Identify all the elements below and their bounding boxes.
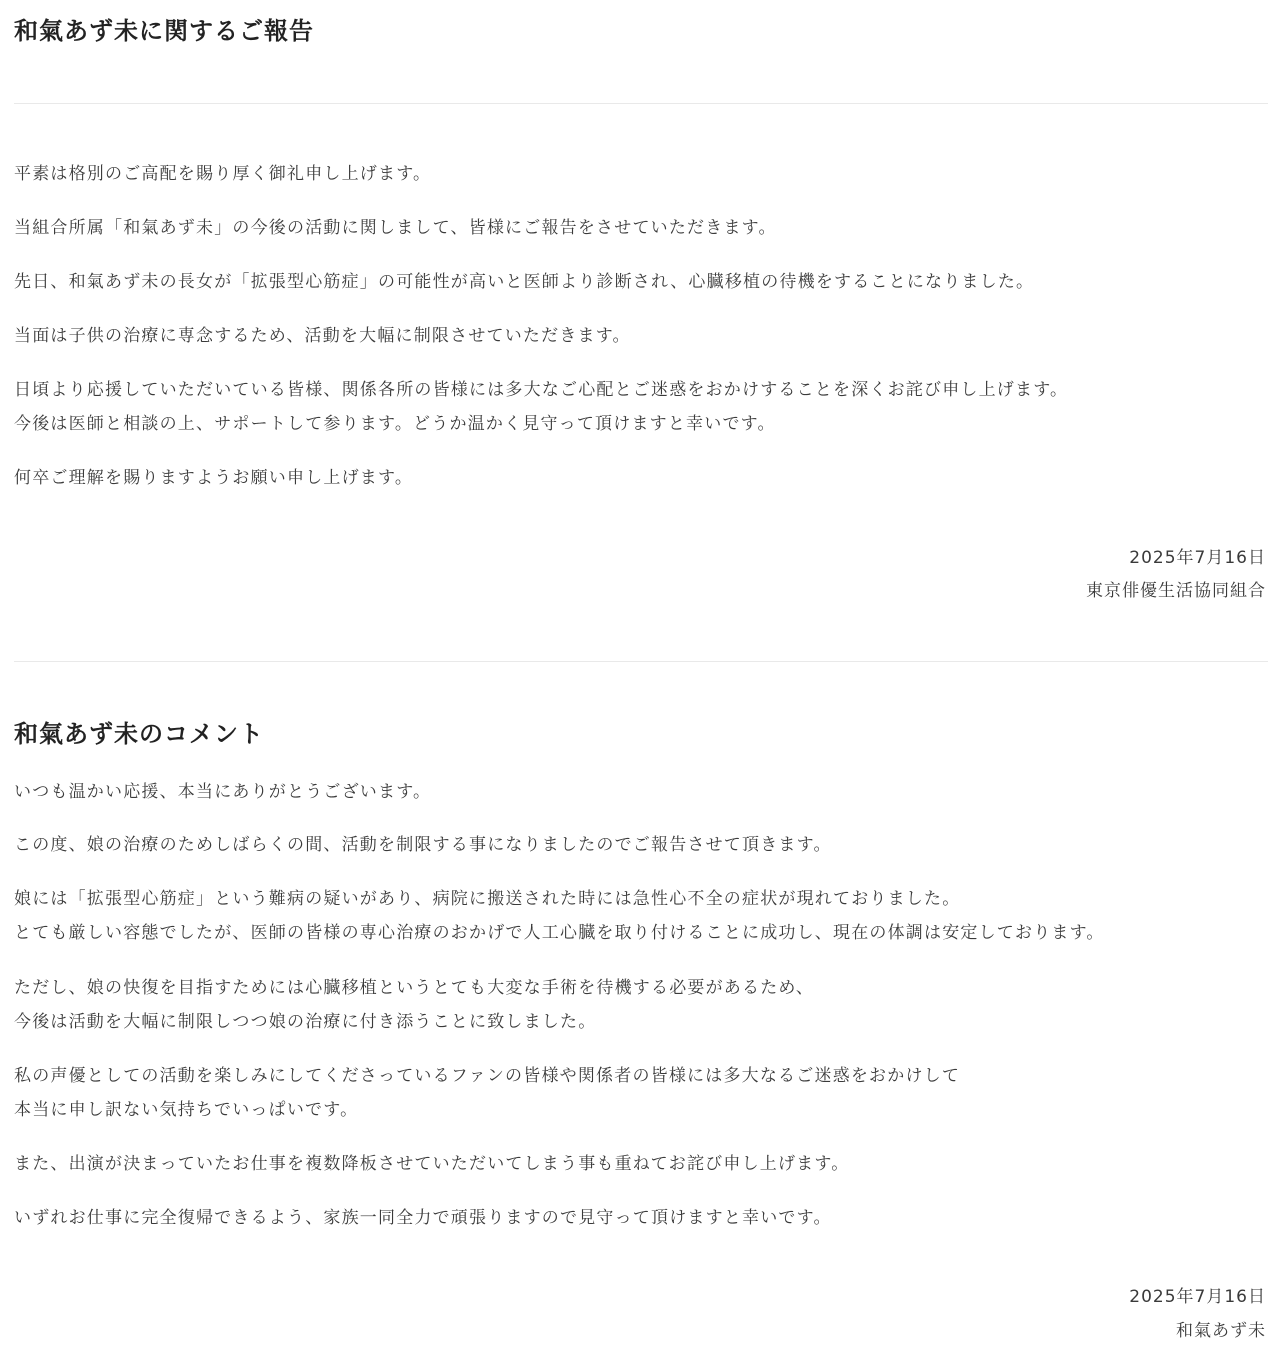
- report-signature: 東京俳優生活協同組合: [1086, 581, 1266, 601]
- report-paragraph-2: 当組合所属「和氣あず未」の今後の活動に関しまして、皆様にご報告をさせていただきます。: [14, 218, 777, 238]
- comment-paragraph-2: この度、娘の治療のためしばらくの間、活動を制限する事になりましたのでご報告させて頂きます。: [14, 835, 832, 855]
- report-paragraph-4: 当面は子供の治療に専念するため、活動を大幅に制限させていただきます。: [14, 326, 631, 346]
- report-paragraph-5-line-1: 日頃より応援していただいている皆様、関係各所の皆様には多大なご心配とご迷惑をおかけすることを深くお詫び申し上げます。: [14, 380, 1069, 400]
- section-divider: [14, 661, 1268, 662]
- comment-paragraph-5-line-1: 私の声優としての活動を楽しみにしてくださっているファンの皆様や関係者の皆様には多大なるご迷惑をおかけして: [14, 1066, 961, 1086]
- report-paragraph-3: 先日、和氣あず未の長女が「拡張型心筋症」の可能性が高いと医師より診断され、心臓移植の待機をすることになりました。: [14, 272, 1035, 292]
- comment-paragraph-3-line-1: 娘には「拡張型心筋症」という難病の疑いがあり、病院に搬送された時には急性心不全の症状が現れておりました。: [14, 889, 961, 909]
- comment-signature: 和氣あず未: [1176, 1321, 1266, 1341]
- comment-paragraph-5-line-2: 本当に申し訳ない気持ちでいっぱいです。: [14, 1100, 359, 1120]
- report-paragraph-5-line-2: 今後は医師と相談の上、サポートして参ります。どうか温かく見守って頂けますと幸いです。: [14, 414, 776, 434]
- comment-paragraph-4-line-1: ただし、娘の快復を目指すためには心臓移植というとても大変な手術を待機する必要があるため、: [14, 978, 815, 998]
- comment-date: 2025年7月16日: [1129, 1287, 1266, 1307]
- comment-paragraph-4-line-2: 今後は活動を大幅に制限しつつ娘の治療に付き添うことに致しました。: [14, 1012, 597, 1032]
- title-divider: [14, 103, 1268, 104]
- comment-paragraph-7: いずれお仕事に完全復帰できるよう、家族一同全力で頑張りますので見守って頂けますと幸いです。: [14, 1208, 832, 1228]
- comment-paragraph-3-line-2: とても厳しい容態でしたが、医師の皆様の専心治療のおかげで人工心臓を取り付けることに成功し、現在の体調は安定しております。: [14, 923, 1105, 943]
- report-paragraph-1: 平素は格別のご高配を賜り厚く御礼申し上げます。: [14, 164, 432, 184]
- comment-title: 和氣あず未のコメント: [14, 720, 264, 748]
- report-date: 2025年7月16日: [1129, 548, 1266, 568]
- comment-paragraph-1: いつも温かい応援、本当にありがとうございます。: [14, 782, 432, 802]
- report-paragraph-6: 何卒ご理解を賜りますようお願い申し上げます。: [14, 468, 414, 488]
- report-title: 和氣あず未に関するご報告: [14, 17, 314, 45]
- comment-paragraph-6: また、出演が決まっていたお仕事を複数降板させていただいてしまう事も重ねてお詫び申し上げます。: [14, 1154, 850, 1174]
